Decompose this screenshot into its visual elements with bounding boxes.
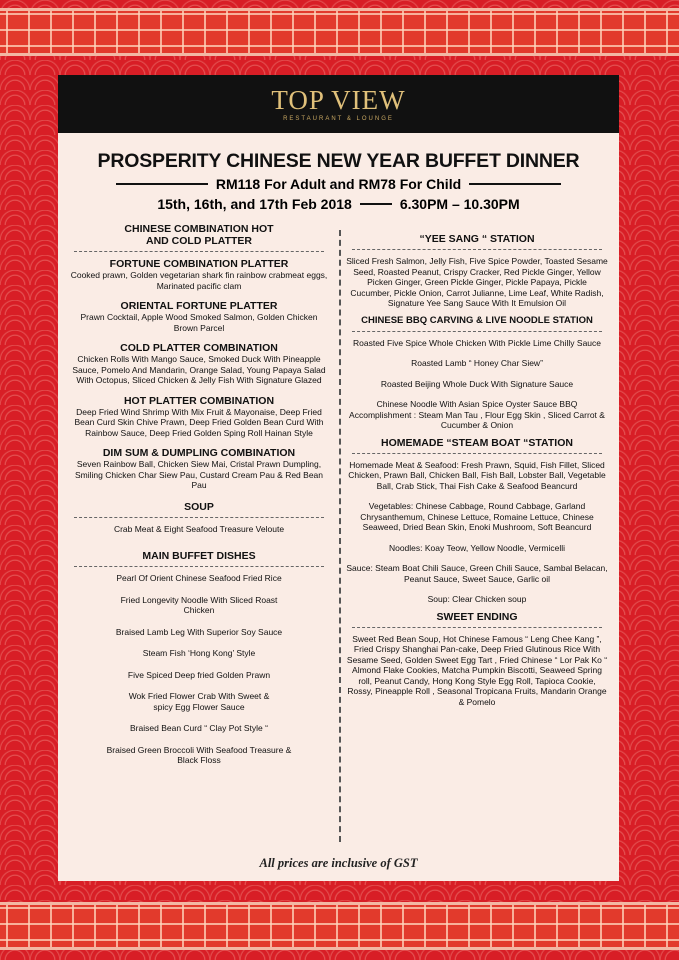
main-dish: Pearl Of Orient Chinese Seafood Fried Rice [116,573,282,583]
steam-boat-item: Sauce: Steam Boat Chili Sauce, Green Chili Sauce, Sambal Belacan, Peanut Sauce, Sweet Sauce, Garlic oil [346,563,608,584]
bbq-item: Roasted Five Spice Whole Chicken With Pickle Lime Chilly Sauce [352,337,601,348]
soup-item: Crab Meat & Eight Seafood Treasure Veloute [113,523,285,534]
steam-boat-item: Homemade Meat & Seafood: Fresh Prawn, Squid, Fish Fillet, Sliced Chicken, Prawn Ball, Chicken Ball, Fish Ball, Lobster Ball, Vegetable Ball, Crab Stick, Thai Fish Cake & Seafood Beancurd [348,459,606,491]
bottom-border-pattern [0,902,679,950]
dashed-divider [74,251,324,252]
rule-left [116,183,208,185]
platter-desc: Seven Rainbow Ball, Chicken Siew Mai, Cristal Prawn Dumpling, Smiling Chicken Char Siew Pau, Custard Cream Pau & Red Bean Pau [74,459,324,490]
platter-desc: Deep Fried Wind Shrimp With Mix Fruit & Mayonaise, Deep Fried Bean Curd Skin Chive Prawn, Deep Fried Golden Bean Curd With Rainbow Sauce, Deep Fried Golden Sping Roll Hainan Style [74,406,324,438]
platter-title: COLD PLATTER COMBINATION [120,342,278,354]
menu-panel [58,75,619,881]
dashed-divider [352,627,602,628]
platter-desc: Prawn Cocktail, Apple Wood Smoked Salmon, Golden Chicken Brown Parcel [80,312,318,333]
left-column [68,223,330,777]
dashed-divider [352,249,602,250]
section-title-bbq: CHINESE BBQ CARVING & LIVE NOODLE STATION [361,314,593,326]
price-text: RM118 For Adult and RM78 For Child [215,176,462,192]
dashed-divider [74,517,324,518]
dashed-divider [352,453,602,454]
bbq-item: Chinese Noodle With Asian Spice Oyster Sauce BBQ Accomplishment : Steam Man Tau , Flour Egg Skin , Sliced Carrot & Cucumber & Onion [349,399,605,430]
main-dish: Five Spiced Deep fried Golden Prawn [127,669,271,680]
steam-boat-item: Vegetables: Chinese Cabbage, Round Cabbage, Garland Chrysanthemum, Chinese Lettuce, Romaine Lettuce, Chinese Seaweed, Dried Bean Skin, Enoki Mushroom, Soft Beancurd [360,501,594,532]
dashed-divider [74,566,324,567]
date-line [58,196,619,212]
time-text: 6.30PM – 10.30PM [399,196,520,212]
gst-note: All prices are inclusive of GST [259,856,418,870]
platter-desc: Chicken Rolls With Mango Sauce, Smoked Duck With Pineapple Sauce, Pomelo And Mandarin, Orange Salad, Young Papaya Salad With Octopus, Sliced Chicken & Jelly Fish With Signature Glazed [72,354,326,385]
steam-boat-item: Soup: Clear Chicken soup [427,594,527,604]
main-dish: Braised Lamb Leg With Superior Soy Sauce [115,626,283,637]
section-title-main: MAIN BUFFET DISHES [142,550,256,562]
main-dish: Steam Fish ‘Hong Kong’ Style [142,648,256,658]
section-title-yee-sang: “YEE SANG “ STATION [419,233,535,245]
rule-right [469,183,561,185]
main-dish: Wok Fried Flower Crab With Sweet & spicy Egg Flower Sauce [128,691,270,712]
sweet-desc: Sweet Red Bean Soup, Hot Chinese Famous “ Leng Chee Kang ”, Fried Crispy Shanghai Pan-cake, Deep Fried Glutinous Rice With Sesame Seed, Golden Sweet Egg Tart , Fried Chinese “ Lor Pak Ko “ Almond Flake Cookies, Matcha Pumpkin Biscotti, Seaweed Spring roll, Peanut Candy, Hong Kong Style Egg Roll, Tapioca Cookie, Rossy, Pineapple Roll , Seasonal Tropicana Fruits, Mandarin Orange & Pomelo [346,633,608,707]
price-line [58,176,619,192]
steam-boat-item: Noodles: Koay Teow, Yellow Noodle, Vermicelli [388,542,566,553]
bbq-item: Roasted Beijing Whole Duck With Signature Sauce [380,378,574,389]
yee-sang-desc: Sliced Fresh Salmon, Jelly Fish, Five Spice Powder, Toasted Sesame Seed, Roasted Peanut, Crispy Cracker, Red Pickle Ginger, Yellow Picken Ginger, Green Pickle Ginger, Pickle Papaya, Pickle Cucumber, Pickle Onion, Carrot Julianne, Lime Leaf, White Radish, Signature Yee Sang Sauce With It Emulsion Oil [346,256,608,308]
main-dish: Braised Bean Curd “ Clay Pot Style “ [130,723,268,733]
platter-title: FORTUNE COMBINATION PLATTER [109,258,289,270]
dashed-divider [352,331,602,332]
main-dish: Fried Longevity Noodle With Sliced Roast Chicken [120,594,278,615]
brand-tagline: RESTAURANT & LOUNGE [283,116,394,122]
section-title-steam-boat: HOMEMADE “STEAM BOAT “STATION [381,436,573,449]
platter-desc: Cooked prawn, Golden vegetarian shark fin rainbow crabmeat eggs, Marinated pacific clam [70,270,328,291]
platter-title: DIM SUM & DUMPLING COMBINATION [102,447,296,459]
logo-bar [58,75,619,133]
rule-mid [360,203,392,205]
section-title-soup: SOUP [184,500,214,513]
main-dish: Braised Green Broccoli With Seafood Treasure & Black Floss [106,744,292,765]
platter-title: HOT PLATTER COMBINATION [123,394,275,407]
platter-title: ORIENTAL FORTUNE PLATTER [120,300,278,312]
column-divider [339,230,341,842]
right-column [346,223,608,707]
brand-logo: TOP VIEW [271,85,406,115]
section-title-platter: CHINESE COMBINATION HOT AND COLD PLATTER [124,223,274,247]
menu-title: PROSPERITY CHINESE NEW YEAR BUFFET DINNER [97,150,580,172]
bbq-item: Roasted Lamb “ Honey Char Siew” [411,358,543,368]
section-title-sweet: SWEET ENDING [436,610,518,623]
top-border-pattern [0,8,679,56]
dates-text: 15th, 16th, and 17th Feb 2018 [157,196,352,212]
